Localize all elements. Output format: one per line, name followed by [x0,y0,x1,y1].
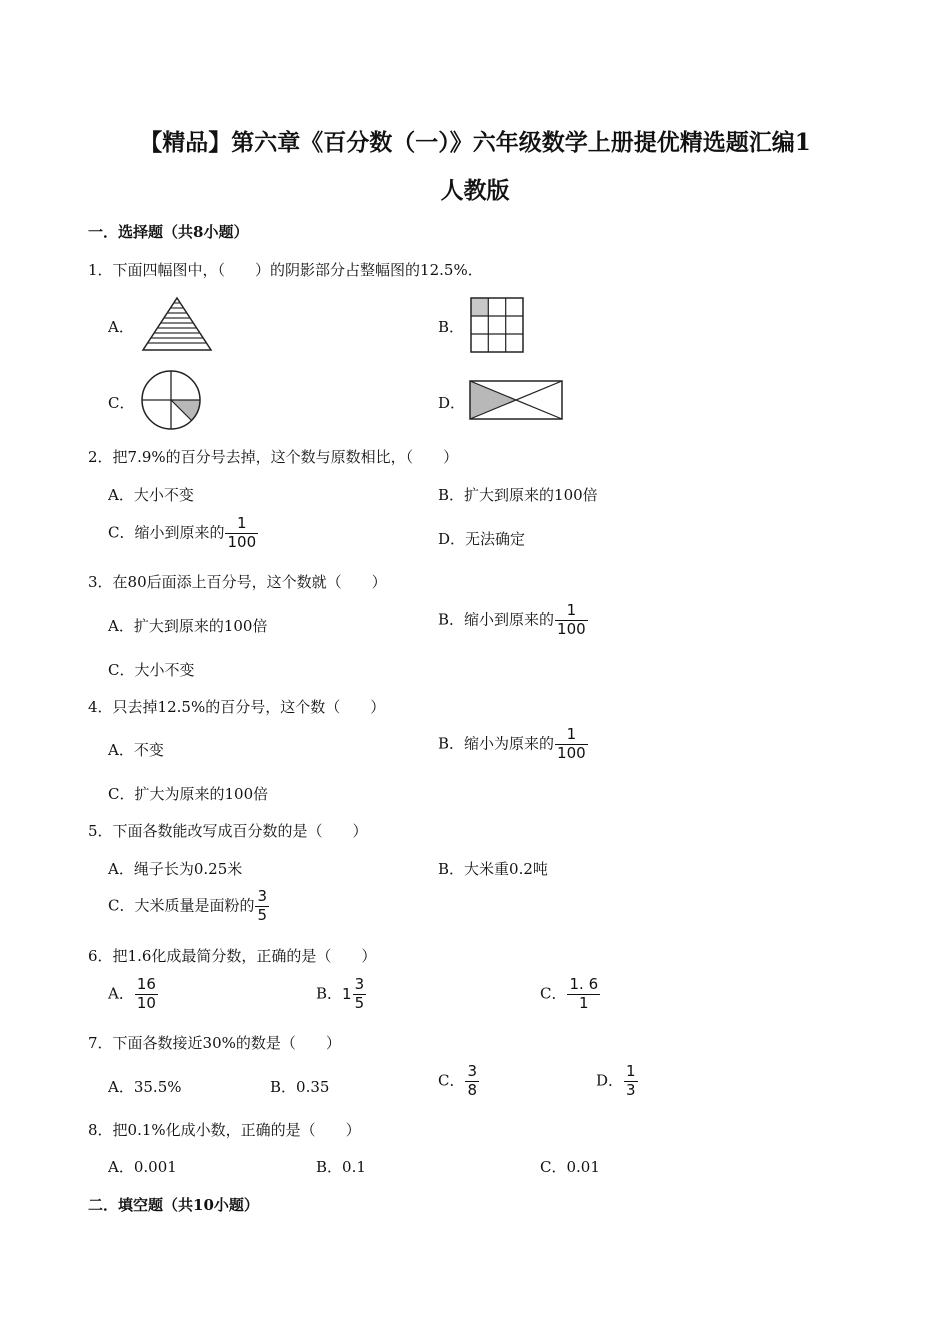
fraction [465,1064,479,1099]
mixed-whole: 1 [342,985,352,1004]
q7-option-a: A．35.5% [108,1078,182,1096]
section-heading-choice: 一．选择题（共8小题） [88,223,249,241]
question-6-stem: 6．把1.6化成最简分数，正确的是（ ） [88,947,377,965]
section-heading-fill-in: 二．填空题（共10小题） [88,1196,259,1214]
fraction-numerator: 1 [566,601,577,619]
question-4-stem: 4．只去掉12.5%的百分号，这个数（ ） [88,698,386,716]
q3-option-b-text: B．缩小到原来的 [438,610,555,629]
fraction-numerator: 16 [136,975,156,993]
question-1-stem: 1．下面四幅图中，（ ）的阴影部分占整幅图的12.5%． [88,261,483,279]
q7-option-b: B．0.35 [270,1078,330,1096]
q6-option-c [540,977,600,1012]
fraction [555,603,588,638]
q1-option-a-label: A． [108,318,134,336]
mixed-number [342,977,366,1012]
fraction [353,977,367,1012]
q3-option-a: A．扩大到原来的100倍 [108,617,268,635]
fraction [135,977,158,1012]
fraction-numerator: 1 [626,1062,636,1080]
q8-option-b: B．0.1 [316,1158,366,1176]
q4-option-b-text: B．缩小为原来的 [438,734,555,753]
question-3-stem: 3．在80后面添上百分号，这个数就（ ） [88,573,387,591]
q1-option-b-label: B． [438,318,465,336]
fraction-denominator: 5 [257,905,268,924]
fraction-denominator: 1 [579,993,589,1012]
q6-option-b-text: B． [316,984,343,1003]
fraction [624,1064,638,1099]
fraction-numerator: 1 [237,514,247,532]
fraction-numerator: 1 [566,725,577,743]
q5-option-b: B．大米重0.2吨 [438,860,548,878]
q2-option-d: D．无法确定 [438,530,526,548]
triangle-striped-figure [141,296,213,352]
fraction [555,727,588,762]
fraction-numerator: 3 [354,975,365,993]
fraction-denominator: 5 [354,993,365,1012]
page-title-line1: 【精品】第六章《百分数（一）》六年级数学上册提优精选题汇编1 [139,129,811,156]
q2-option-c [108,516,258,551]
fraction [567,977,600,1012]
rectangle-diagonals-figure [468,379,564,421]
circle-quarters-figure [139,368,203,432]
question-8-stem: 8．把0.1%化成小数，正确的是（ ） [88,1121,361,1139]
fraction-denominator: 100 [557,619,586,638]
q6-option-a-text: A． [108,984,134,1003]
q7-option-c-text: C． [438,1071,465,1090]
fraction-numerator: 3 [467,1062,478,1080]
q4-option-a: A．不变 [108,741,164,759]
fraction-denominator: 8 [467,1080,478,1099]
q8-option-c: C．0.01 [540,1158,600,1176]
question-2-stem: 2．把7.9%的百分号去掉，这个数与原数相比，（ ） [88,448,459,466]
fraction-denominator: 3 [626,1080,636,1099]
fraction [225,516,258,551]
q3-option-b [438,603,588,638]
q6-option-b [316,977,366,1012]
q2-option-b: B．扩大到原来的100倍 [438,486,598,504]
q7-option-d-text: D． [596,1071,624,1090]
q6-option-c-text: C． [540,984,567,1003]
q7-option-c [438,1064,479,1099]
q2-option-c-text: C．缩小到原来的 [108,523,225,542]
fraction [255,889,269,924]
q5-option-c-text: C．大米质量是面粉的 [108,896,255,915]
grid-3x3-figure [470,297,524,353]
fraction-numerator: 1. 6 [569,975,599,993]
fraction-denominator: 100 [557,743,586,762]
q8-option-a: A．0.001 [108,1158,177,1176]
q4-option-c: C．扩大为原来的100倍 [108,785,269,803]
q3-option-c: C．大小不变 [108,661,195,679]
fraction-denominator: 100 [227,532,257,551]
q7-option-d [596,1064,638,1099]
q6-option-a [108,977,158,1012]
q5-option-a: A．绳子长为0.25米 [108,860,243,878]
page-title-line2: 人教版 [440,177,510,204]
q4-option-b [438,727,588,762]
q1-option-d-label: D． [438,394,466,412]
q1-option-c-label: C． [108,394,135,412]
q5-option-c [108,889,269,924]
q2-option-a: A．大小不变 [108,486,194,504]
question-7-stem: 7．下面各数接近30%的数是（ ） [88,1034,341,1052]
fraction-denominator: 10 [136,993,156,1012]
fraction-numerator: 3 [257,887,268,905]
question-5-stem: 5．下面各数能改写成百分数的是（ ） [88,822,368,840]
